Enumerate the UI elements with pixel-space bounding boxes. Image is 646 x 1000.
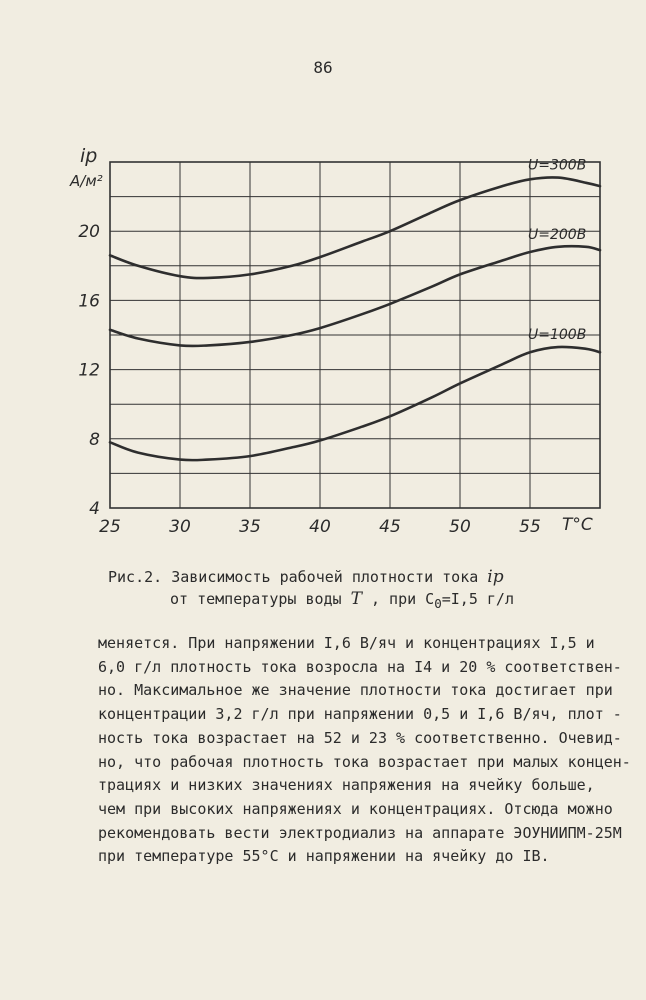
caption-title: Рис.2. Зависимость рабочей плотности тока (108, 568, 479, 586)
x-tick-label: 50 (449, 517, 471, 537)
series-line-3 (110, 347, 600, 460)
y-tick-label: 4 (89, 499, 100, 519)
series-label-3: U=100В (528, 327, 587, 344)
caption-subscript: 0 (434, 596, 442, 611)
x-tick-label: 55 (519, 517, 541, 537)
body-paragraph: меняется. При напряжении I,6 В/яч и концентрациях I,5 и 6,0 г/л плотность тока возросла на I4 и 20 % соответствен- но. Максимальное же значение плотности тока достигает при концентрации 3,2 г/л при напряжении 0,5 и I,6 В/яч, плот - ность тока возрастает на 52 и 23 % соответственно. Очевид- но, что рабочая плотность тока возрастает при малых концен- трациях и низких значениях напряжения на ячейку больше, чем при высоких напряжениях и концентрациях. Отсюда можно рекомендовать вести электродиализ на аппарате ЭОУНИИПМ-25М при температуре 55°С и напряжении на ячейку до IB. (98, 634, 631, 866)
y-tick-label: 16 (78, 291, 100, 312)
series-label-2: U=200В (528, 226, 587, 243)
x-tick-label: 30 (169, 517, 191, 537)
y-tick-labels (78, 222, 100, 519)
y-tick-label: 8 (89, 429, 100, 450)
caption-symbol-t: T (350, 589, 362, 609)
caption-text-conc: , при C (371, 590, 435, 608)
caption-text-value: =I,5 г/л (441, 590, 514, 608)
chart-grid (110, 162, 600, 508)
x-tick-label: 45 (379, 517, 401, 537)
series-label-1: U=300В (528, 157, 587, 174)
caption-text-temp: от температуры воды (170, 590, 342, 608)
caption-line-2 (170, 588, 514, 615)
series-line-1 (110, 177, 600, 278)
y-tick-label: 20 (78, 222, 100, 243)
series-line-2 (110, 246, 600, 346)
x-axis-label: T°C (562, 515, 593, 535)
caption-symbol-ip: ip (487, 567, 504, 587)
page-number: 86 (313, 58, 333, 77)
x-tick-labels (99, 517, 541, 537)
y-axis-label: ip (80, 145, 98, 167)
x-tick-label: 25 (99, 517, 121, 537)
chart-series-group (110, 177, 600, 460)
caption-line-1 (108, 566, 504, 588)
y-axis-unit: A/м² (70, 172, 103, 190)
x-tick-label: 40 (309, 517, 331, 537)
y-tick-label: 12 (78, 360, 100, 381)
x-tick-label: 35 (239, 517, 261, 537)
